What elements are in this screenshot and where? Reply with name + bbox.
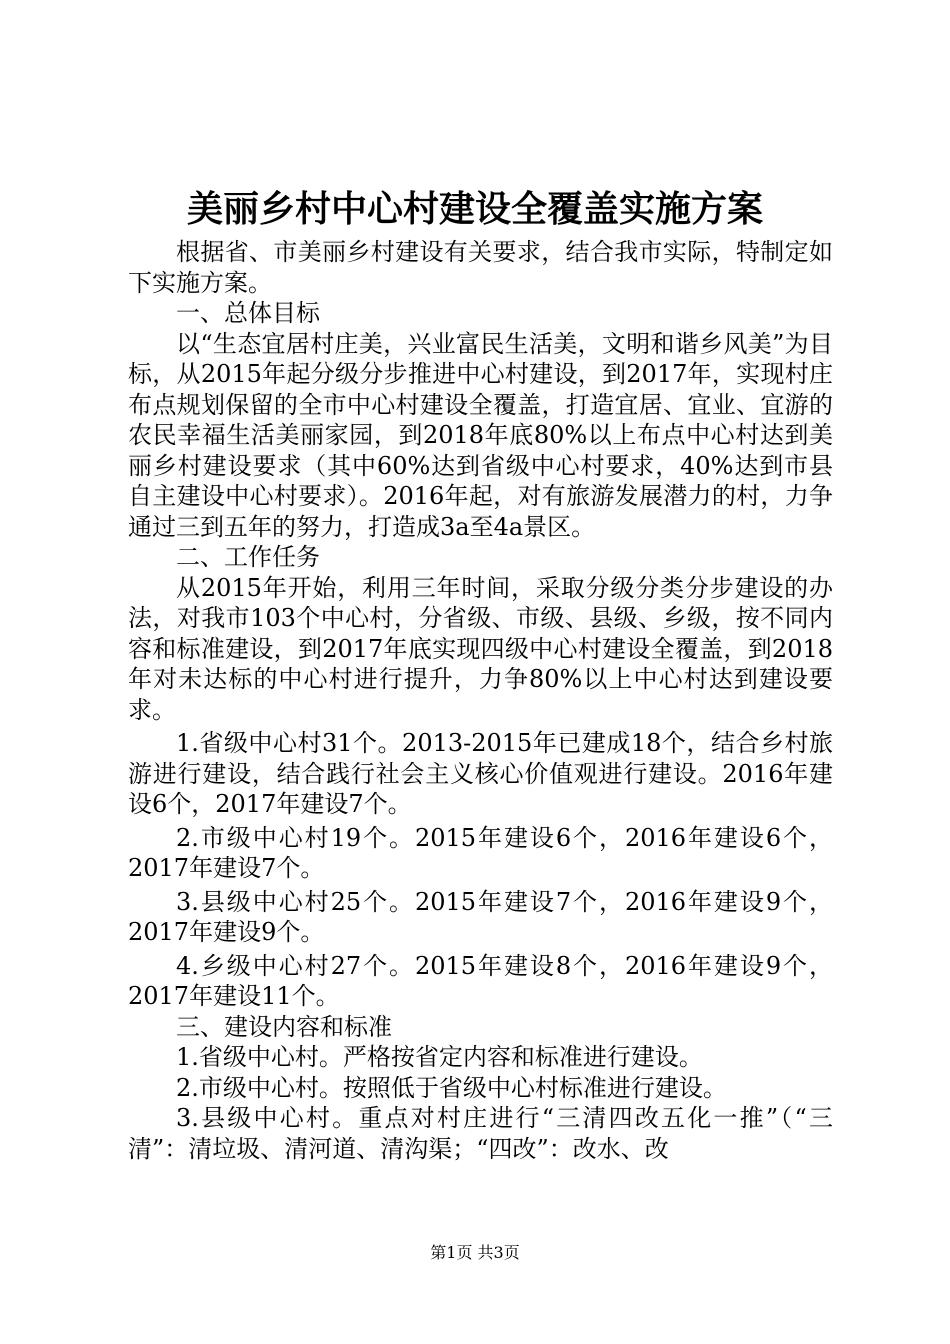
list-item-provincial: 1.省级中心村31个。2013-2015年已建成18个，结合乡村旅游进行建设，结合践行社会主义核心价值观进行建设。2016年建设6个，2017年建设7个。 [128,729,833,818]
standard-item-provincial: 1.省级中心村。严格按省定内容和标准进行建设。 [176,1043,703,1071]
list-item-township: 4.乡级中心村27个。2015年建设8个，2016年建设9个，2017年建设11个。 [128,951,833,1010]
standard-item-municipal: 2.市级中心村。按照低于省级中心村标准进行建设。 [176,1073,727,1102]
paragraph-intro: 根据省、市美丽乡村建设有关要求，结合我市实际，特制定如下实施方案。 [128,238,833,297]
page-footer: 第1页 共3页 [430,1243,520,1262]
standard-item-county: 3.县级中心村。重点对村庄进行“三清四改五化一推”（“三清”：清垃圾、清河道、清沟渠；“四改”：改水、改 [128,1104,833,1163]
section-heading-2: 二、工作任务 [176,543,320,571]
paragraph-goals: 以“生态宜居村庄美，兴业富民生活美，文明和谐乡风美”为目标，从2015年起分级分步推进中心村建设，到2017年，实现村庄布点规划保留的全市中心村建设全覆盖，打造宜居、宜业、宜游的农民幸福生活美丽家园，到2018年底80%以上布点中心村达到美丽乡村建设要求（其中60%达到省级中心村要求，40%达到市县自主建设中心村要求）。2016年起，对有旅游发展潜力的村，力争通过三到五年的努力，打造成3a至4a景区。 [128,329,833,541]
page-title: 美丽乡村中心村建设全覆盖实施方案 [186,189,763,230]
document-body [128,237,833,1164]
section-heading-3: 三、建设内容和标准 [176,1012,392,1041]
list-item-county: 3.县级中心村25个。2015年建设7个，2016年建设9个，2017年建设9个。 [128,887,833,946]
list-item-municipal: 2.市级中心村19个。2015年建设6个，2016年建设6个，2017年建设7个。 [128,823,833,882]
section-heading-1: 一、总体目标 [176,299,320,327]
paragraph-tasks: 从2015年开始，利用三年时间，采取分级分类分步建设的办法，对我市103个中心村，分省级、市级、县级、乡级，按不同内容和标准建设，到2017年底实现四级中心村建设全覆盖，到2018年对未达标的中心村进行提升，力争80%以上中心村达到建设要求。 [128,573,833,724]
